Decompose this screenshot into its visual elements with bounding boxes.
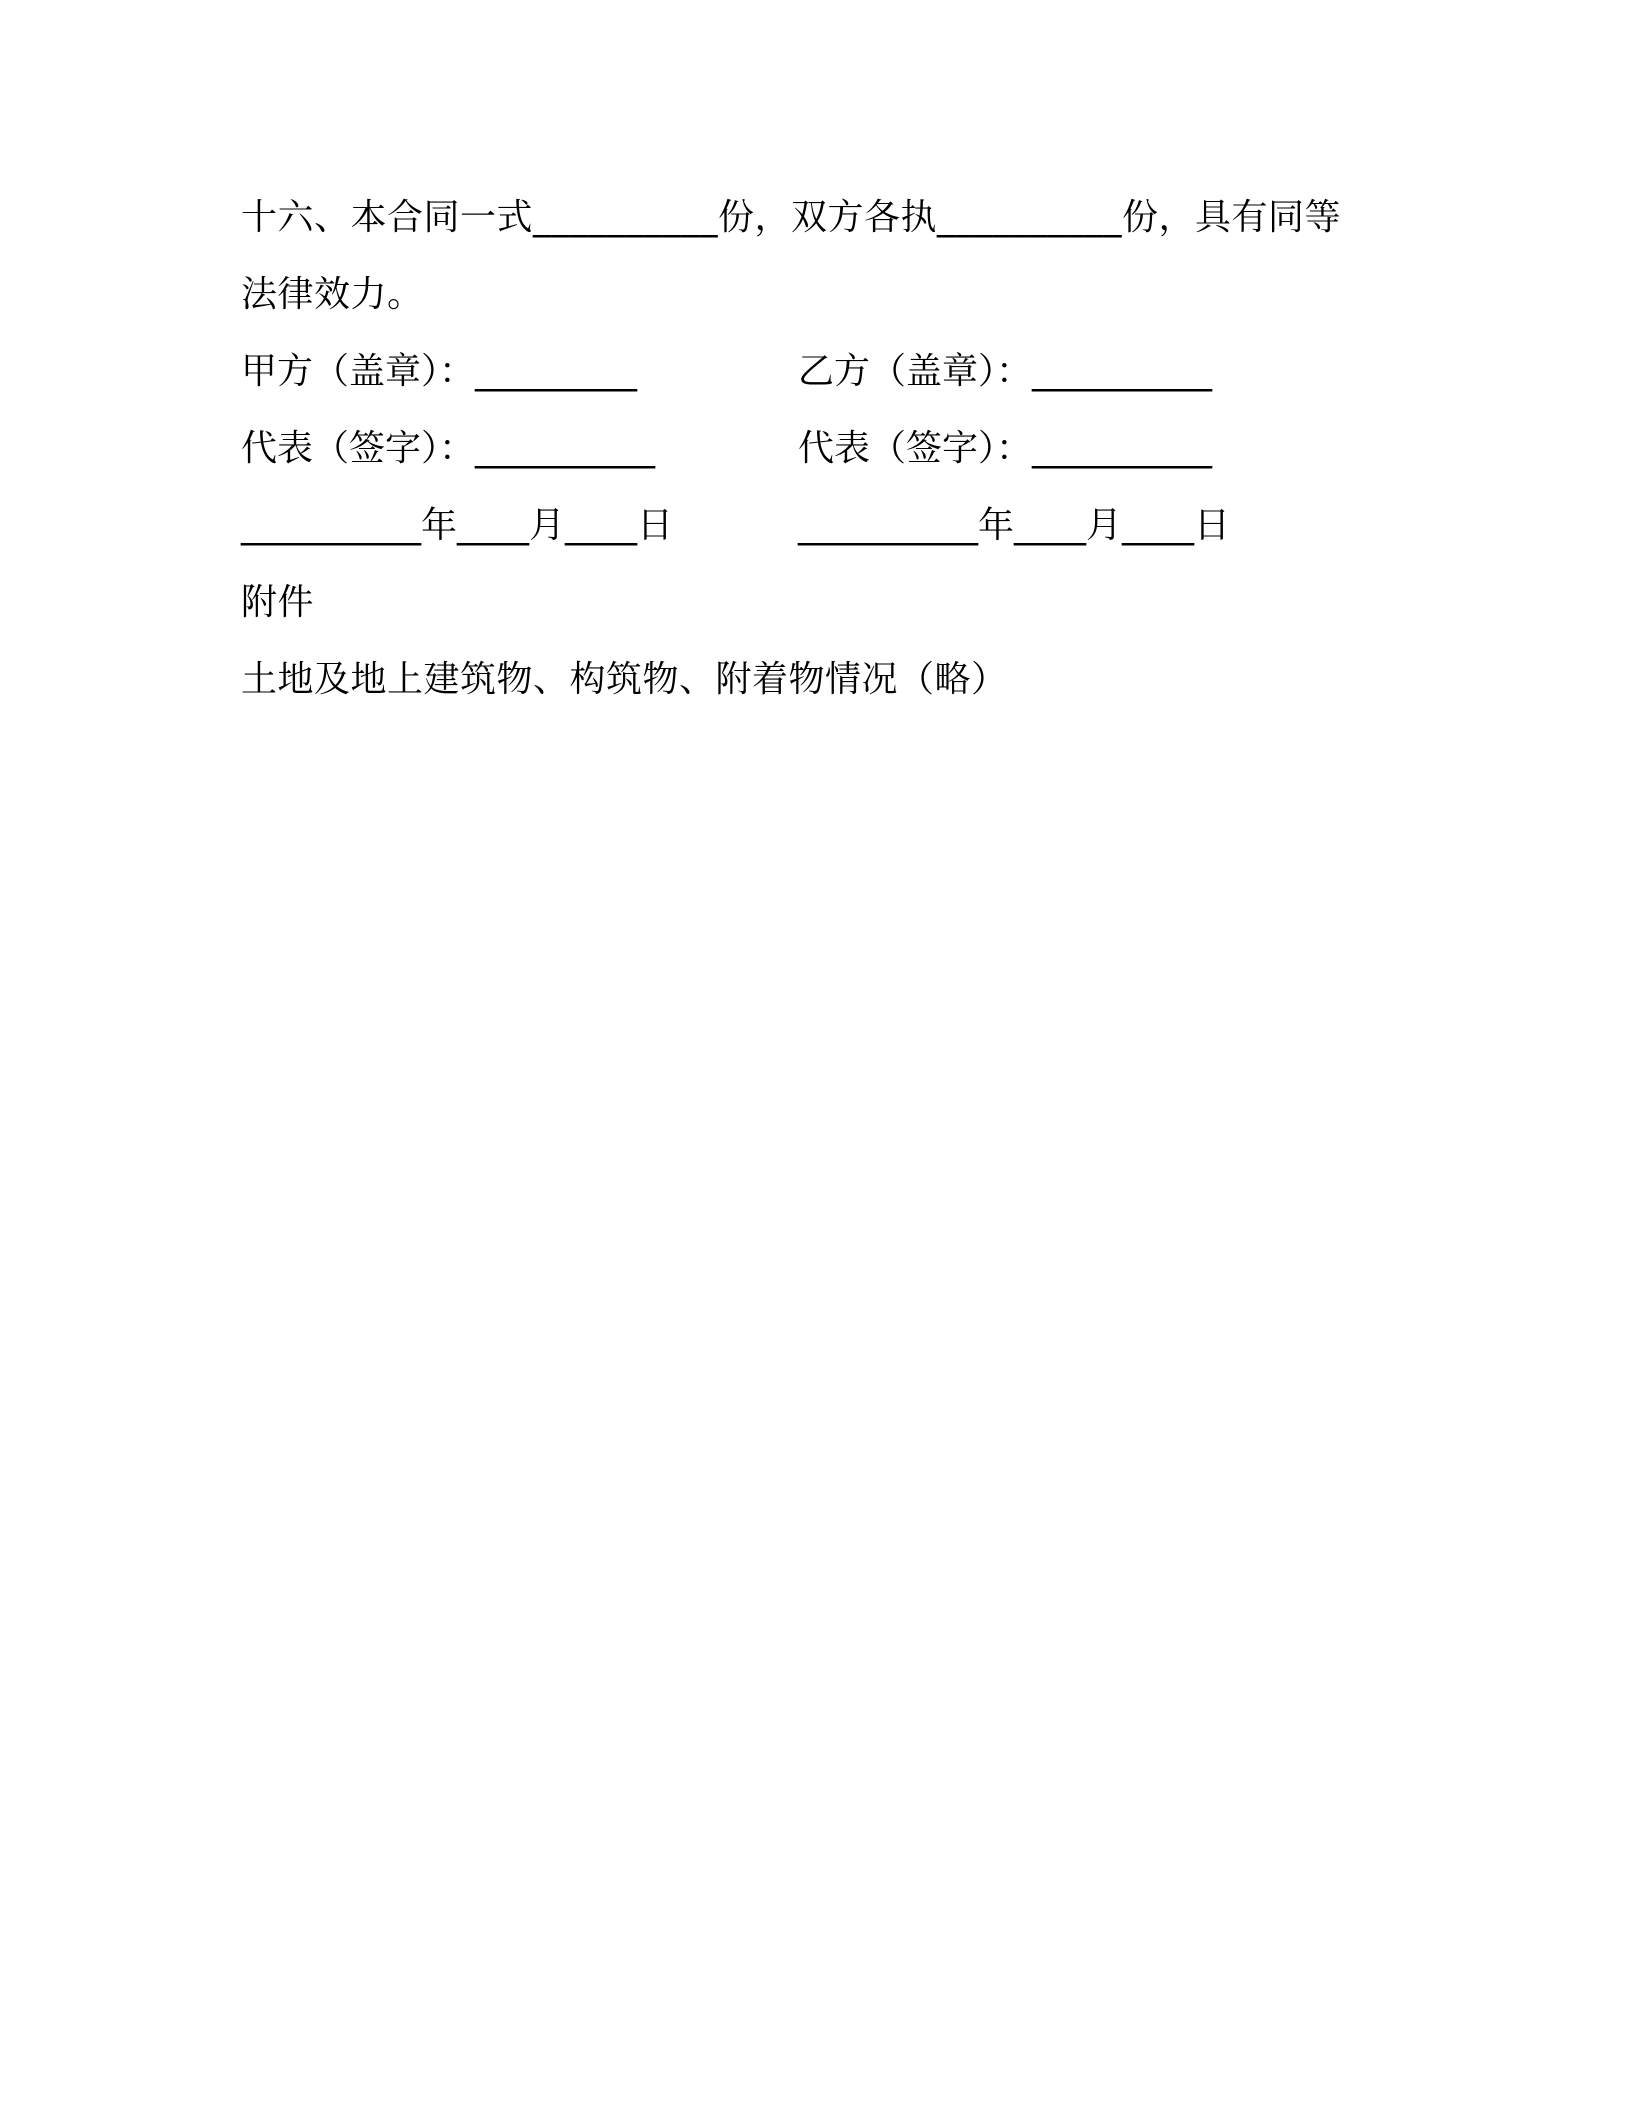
- attachment-description: 土地及地上建筑物、构筑物、附着物情况（略）: [241, 659, 1008, 700]
- party-b-representative-field: 代表（签字）：__________: [798, 428, 1213, 469]
- clause-sixteen-line-1: 十六、本合同一式__________份，双方各执__________份，具有同等: [241, 197, 1342, 238]
- attachment-heading: 附件: [241, 582, 315, 623]
- party-b-seal-field: 乙方（盖章）：__________: [798, 351, 1213, 392]
- clause-sixteen-line-2: 法律效力。: [241, 274, 424, 315]
- party-a-seal-field: 甲方（盖章）：_________: [241, 351, 638, 392]
- party-b-date-field: __________年____月____日: [798, 505, 1230, 546]
- party-a-date-field: __________年____月____日: [241, 505, 673, 546]
- party-a-representative-field: 代表（签字）：__________: [241, 428, 656, 469]
